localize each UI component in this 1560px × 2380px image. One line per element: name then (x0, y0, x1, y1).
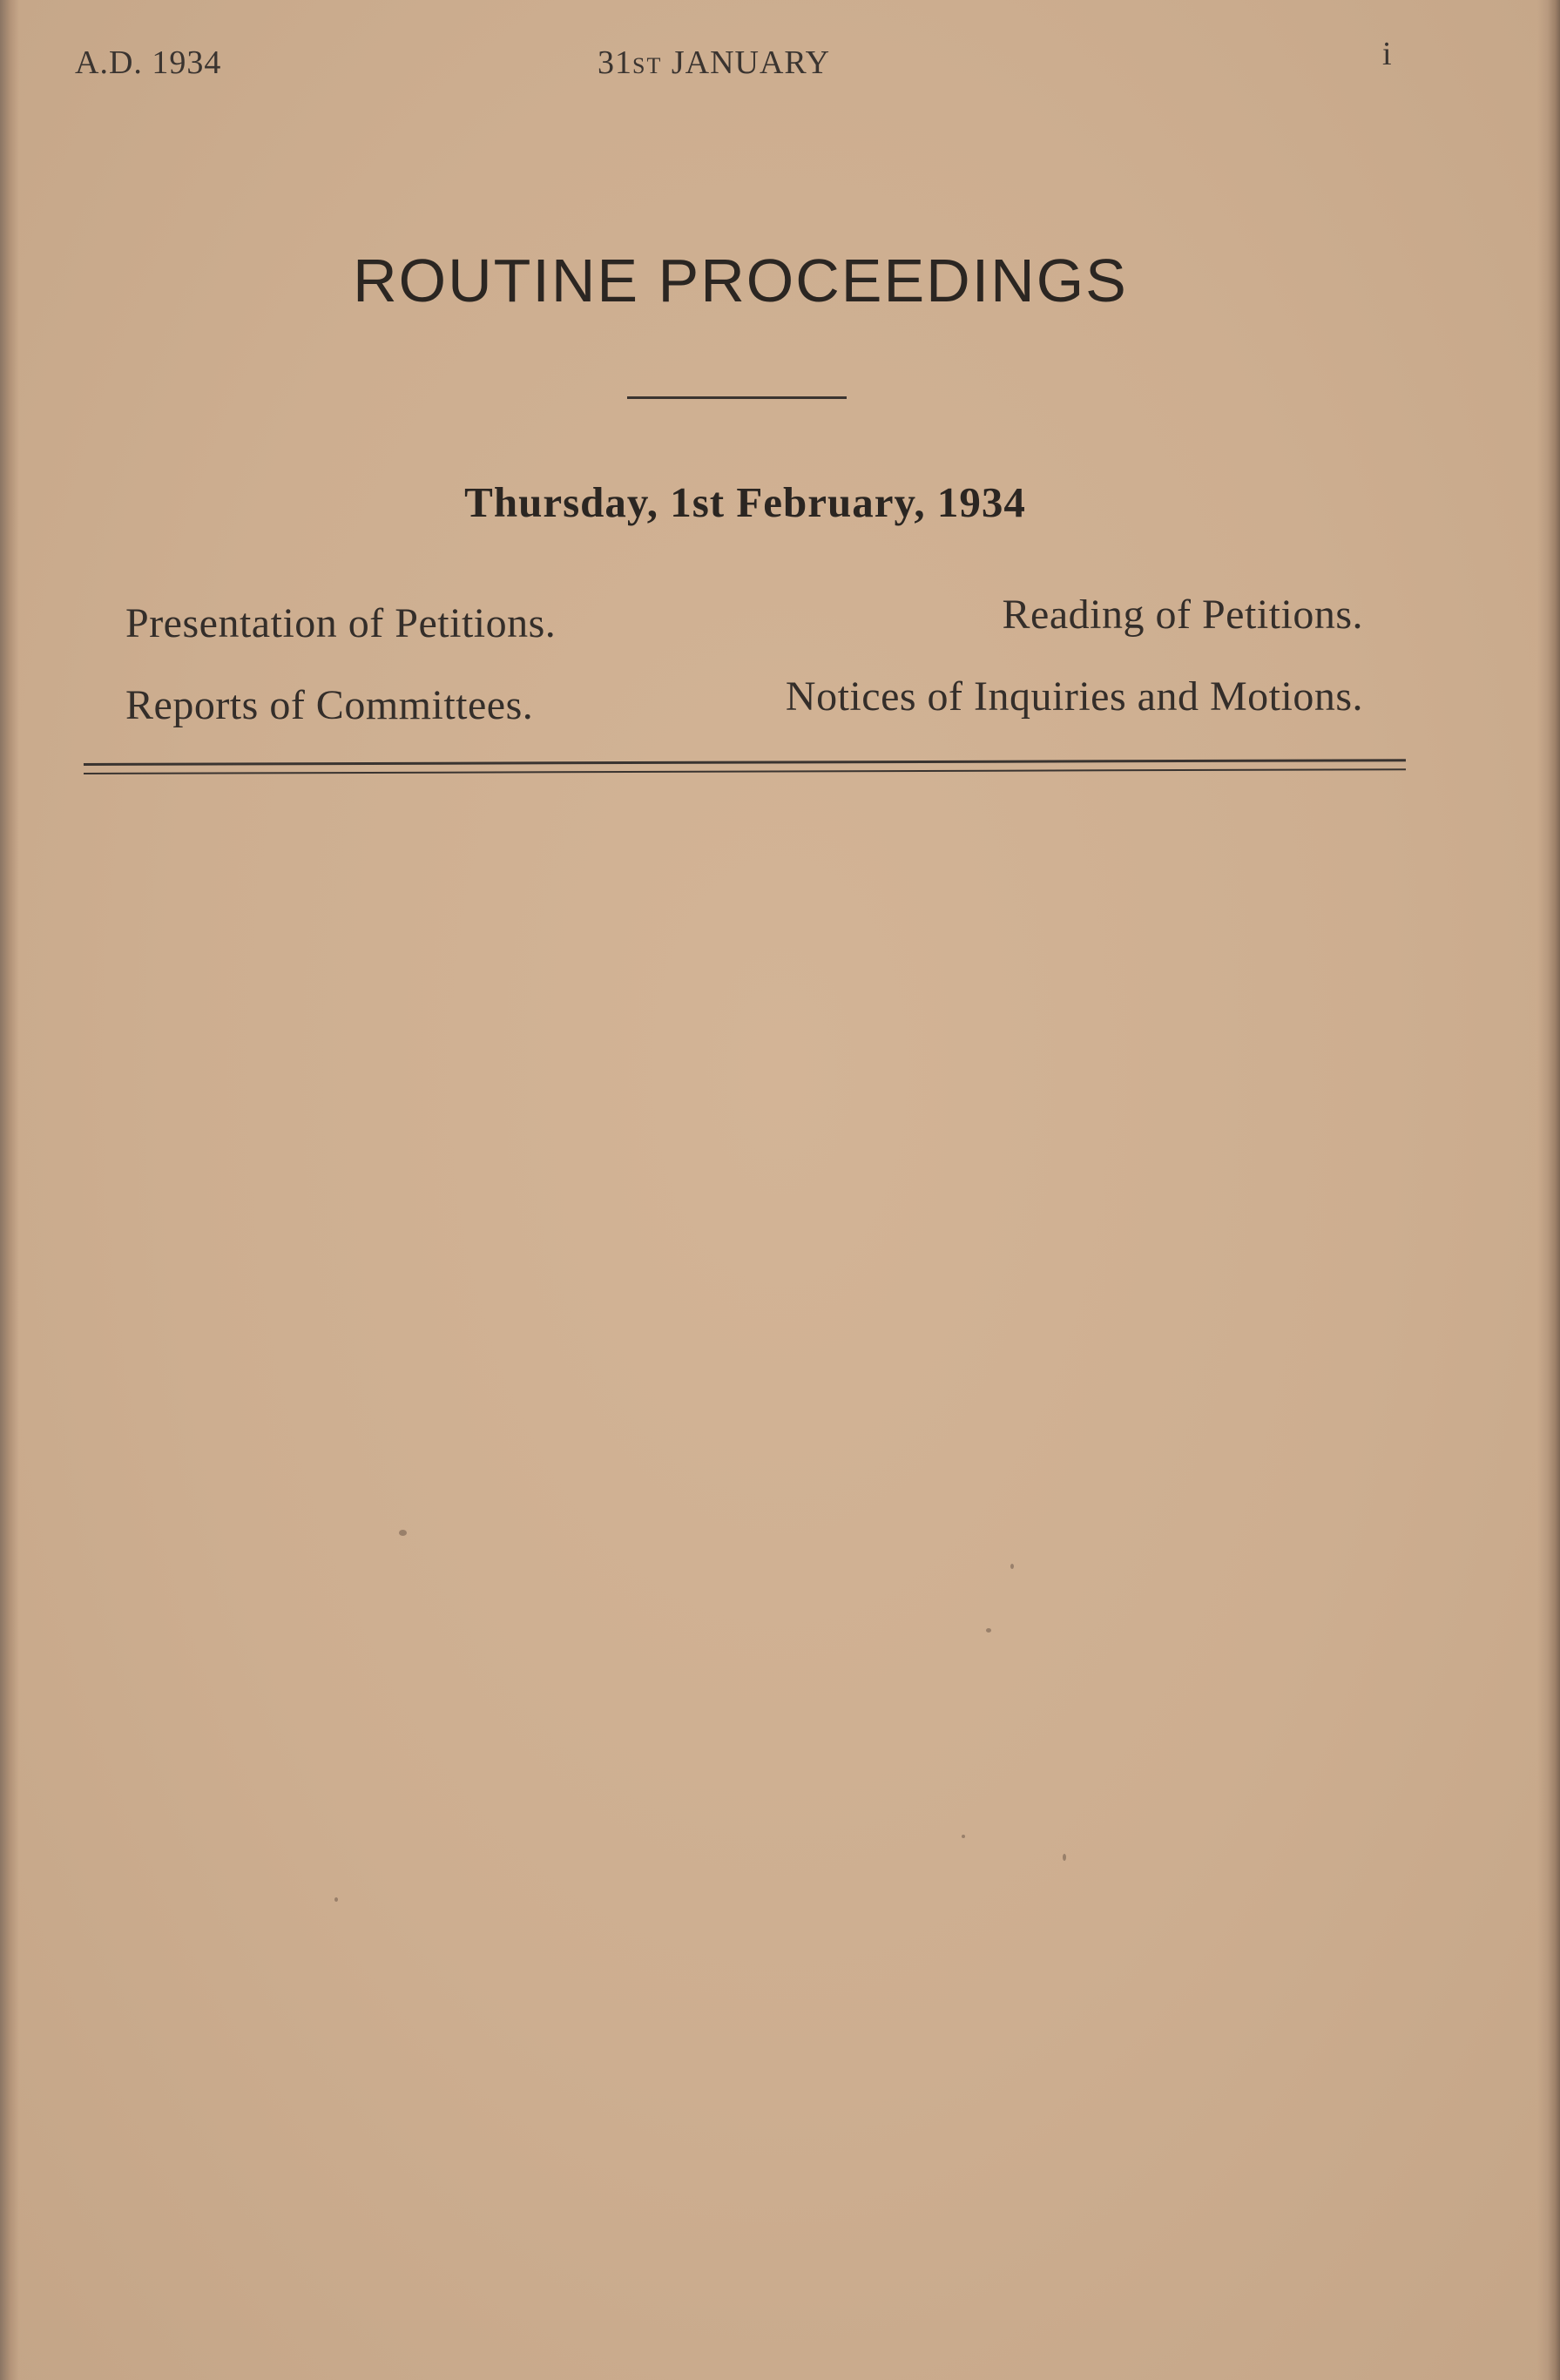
page-title: ROUTINE PROCEEDINGS (353, 247, 1128, 314)
binding-shadow (0, 0, 19, 2380)
title-divider (627, 396, 847, 399)
section-double-rule (84, 759, 1406, 774)
header-date-number: 31 (598, 44, 632, 81)
header-date-month: JANUARY (671, 44, 831, 81)
item-reading-of-petitions: Reading of Petitions. (1002, 592, 1363, 638)
paper-speck (1010, 1564, 1014, 1569)
page-edge (1537, 0, 1560, 2380)
session-date: Thursday, 1st February, 1934 (464, 478, 1026, 526)
page-number: i (1382, 36, 1393, 72)
paper-speck (986, 1628, 991, 1633)
paper-speck (1063, 1854, 1066, 1861)
header-date (598, 44, 830, 82)
paper-speck (334, 1897, 338, 1902)
paper-speck (399, 1530, 407, 1536)
paper-speck (962, 1835, 965, 1838)
item-presentation-of-petitions: Presentation of Petitions. (125, 600, 557, 646)
header-year: A.D. 1934 (75, 44, 222, 81)
header-date-ordinal: ST (632, 53, 663, 78)
item-reports-of-committees: Reports of Committees. (125, 682, 534, 728)
item-notices-of-inquiries: Notices of Inquiries and Motions. (785, 673, 1363, 720)
